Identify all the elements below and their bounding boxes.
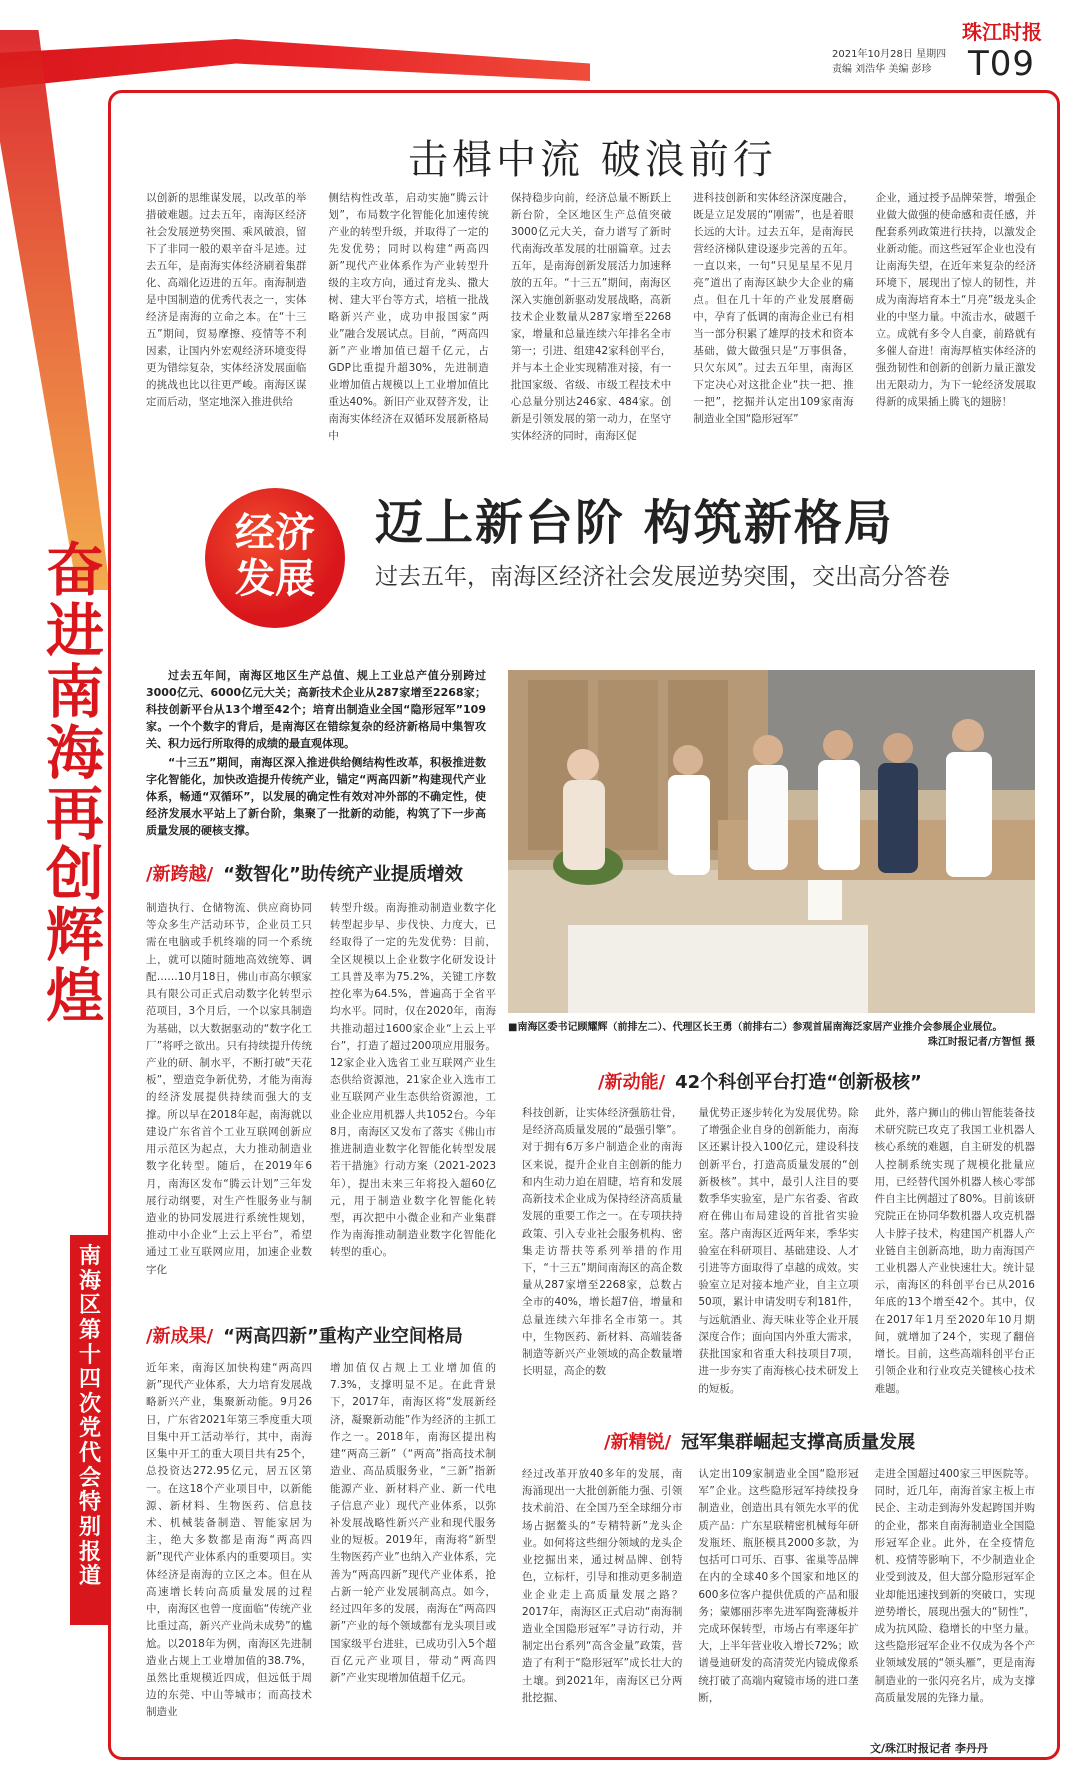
editorial-column: 进科技创新和实体经济深度融合，既是立足发展的“刚需”，也是着眼长远的大计。过去五年，是南海民营经济梯队建设逐步完善的五年。一直以来，一句“只见星星不见月亮”道出了南海区缺少大企业的痛点。但在几十年的产业发展磨砺中，孕育了低调的南海企业已有相当一部分积累了雄厚的技术和资本基础，做大做强只是“万事俱备，只欠东风”。过去五年里，南海区下定决心对这批企业“扶一把、推一把”，挖掘并认定出109家南海制造业全国“隐形冠军”	[693, 192, 854, 425]
section-tag: /新跨越/	[146, 864, 214, 885]
byline: 文/珠江时报记者 李丹丹	[870, 1742, 988, 1755]
label-char: 海	[78, 1268, 101, 1294]
slogan-char: 创	[45, 840, 104, 909]
section-heading	[604, 1428, 915, 1454]
slogan-char: 海	[45, 718, 104, 787]
section-column: 制造执行、仓储物流、供应商协同等众多生产活动环节，企业员工只需在电脑或手机终端的同一个系统上，就可以随时随地高效统筹、调配……10月18日，佛山市高尔顿家具有限公司正式启动数字化转型示范项目，3个月后，一个以家具制造为基础，以大数据驱动的“数字化工厂”将呼之欲出。只有持续提升传统产业的研、制水平，不断打破“天花板”，塑造竞争新优势，才能为南海的经济发展提供持续而强大的支撑。所以早在2018年起，南海就以建设广东省首个工业互联网创新应用示范区为起点，大力推动制造业数字化转型。随后，在2019年6月，南海区发布“腾云计划”三年发展行动纲要，对生产性服务业与制造业的协同发展进行系统性规划，推动中小企业“上云上平台”，希望通过工业互联网应用，加速企业数字化	[146, 902, 312, 1276]
section-body	[146, 1360, 496, 1735]
label-char: 党	[78, 1416, 101, 1442]
issue-date: 2021年10月28日 星期四	[832, 49, 947, 60]
vertical-slogan	[40, 536, 110, 1031]
section-heading	[146, 1322, 463, 1348]
section-body	[522, 1105, 1035, 1415]
section-heading	[598, 1068, 922, 1094]
section-column: 科技创新，让实体经济强筋壮骨，是经济高质量发展的“最强引擎”。对于拥有6万多户制造企业的南海区来说，提升企业自主创新的能力和内生动力迫在眉睫，培育和发展高新技术企业成为保持经济高质量发展的重要工作之一。在专项扶持政策、引入专业社会服务机构、密集走访帮扶等系列举措的作用下，“十三五”期间南海区的高企数量从287家增至2268家，总数占全市的40%，增长超7倍，增量和总量连续六年排名全市第一。其中，生物医药、新材料、高端装备制造等新兴产业领域的高企数量增长明显，高企的数	[522, 1107, 683, 1378]
photo-credit: 珠江时报记者/方智恒 摄	[927, 1037, 1035, 1048]
label-char: 次	[78, 1391, 101, 1417]
label-char: 别	[78, 1514, 101, 1540]
section-heading	[146, 860, 463, 886]
ribbon-decoration-top	[0, 25, 590, 95]
section-body	[146, 900, 496, 1310]
exhibition-photo-illustration	[508, 670, 1035, 1013]
badge-line: 经济	[235, 510, 315, 556]
editors: 责编 刘浩华 美编 彭珍	[832, 63, 932, 75]
slogan-char: 南	[45, 657, 104, 726]
label-char: 会	[78, 1465, 101, 1491]
photo-caption	[508, 1020, 1035, 1050]
lead-paragraph	[146, 667, 486, 841]
section-title: “两高四新”重构产业空间格局	[223, 1326, 463, 1347]
lead-text: “十三五”期间，南海区深入推进供给侧结构性改革，积极推进数字化智能化，加快改造提升传统产业，锚定“两高四新”构建现代产业体系，畅通“双循环”，以发展的确定性有效对冲外部的不确定性，使经济发展水平站上了新台阶，集聚了一批新的动能，构筑了下一步高质量发展的硬核支撑。	[146, 756, 486, 838]
news-photo	[508, 670, 1035, 1013]
caption-text: ■南海区委书记顾耀辉（前排左二）、代理区长王勇（前排右二）参观首届南海泛家居产业推介会参展企业展位。	[508, 1022, 1003, 1033]
slogan-char: 再	[45, 779, 104, 848]
slogan-char: 辉	[45, 901, 104, 970]
editorial-column: 以创新的思维谋发展，以改革的举措破难题。过去五年，南海区经济社会发展逆势突围、乘风破浪，留下了非同一般的艰辛奋斗足迹。过去五年，是南海实体经济刷着集群化、高端化迈进的五年。南海制造是中国制造的优秀代表之一，实体经济是南海的立命之本。在“十三五”期间，贸易摩擦、疫情等不利因素，让国内外宏观经济环境变得更为错综复杂，实体经济发展面临的挑战也比以往更严峻。南海区谋定而后动，坚定地深入推进供给	[146, 192, 307, 408]
section-column: 经过改革开放40多年的发展，南海涌现出一大批创新能力强、引领技术前沿、在全国乃至全球细分市场占据鳌头的“专精特新”龙头企业。如何将这些细分领域的龙头企业挖掘出来，通过树品牌、创特色，立标杆，引导和推动更多制造业企业走上高质量发展之路？2017年，南海区正式启动“南海制造业全国隐形冠军”寻访行动，并制定出台系列“高含金量”政策，营造了有利于“隐形冠军”成长壮大的土壤。到2021年，南海区已分两批挖掘、	[522, 1468, 683, 1704]
section-column: 此外，落户狮山的佛山智能装备技术研究院已攻克了我国工业机器人核心系统的难题，自主研发的机器人控制系统实现了规模化批量应用，已经替代国外机器人核心零部件自主比例超过了80%。目前该研究院正在协同华数机器人攻克机器人卡脖子技术，构建国产机器人产业链自主创新高地，助力南海国产工业机器人产业快速壮大。统计显示，南海区的科创平台已从2016年底的13个增至42个。其中，仅在2017年1月至2020年10月期间，就增加了24个，实现了翻倍增长。目前，这些高端科创平台正引领企业和行业攻克关键核心技术难题。	[874, 1107, 1035, 1395]
section-tag: /新成果/	[146, 1326, 214, 1347]
main-headline: 迈上新台阶 构筑新格局	[375, 495, 894, 551]
label-char: 十	[78, 1342, 101, 1368]
ribbon-decoration-side	[0, 30, 110, 590]
newspaper-masthead: 珠江时报	[962, 20, 1042, 44]
editorial-column: 企业，通过授予品牌荣誉，增强企业做大做强的使命感和责任感，并配套系列政策进行扶持，以激发企业新动能。而这些冠军企业也没有让南海失望，在近年来复杂的经济环境下，展现出了惊人的韧性，并成为南海培育本土“月亮”级龙头企业的中坚力量。中流击水，破题千立。成就有多令人自豪，前路就有多催人奋进！南海厚植实体经济的强劲韧性和创新的创新力量正激发出无限动力，为下一轮经济发展取得新的成果插上腾飞的翅膀！	[875, 192, 1037, 408]
section-column: 认定出109家制造业全国“隐形冠军”企业。这些隐形冠军持续投身制造业，创造出具有领先水平的优质产品：广东星联精密机械每年研发瓶坯、瓶胚模具2000多款，为包括可口可乐、百事、雀巢等品牌在内的全球40多个国家和地区的600多位客户提供优质的产品和服务；蒙娜丽莎率先进军陶瓷薄板并完成环保转型，市场占有率逐年扩大，上半年营业收入增长72%；欧谱曼迪研发的高清荧光内镜成像系统打破了高端内窥镜市场的进口垄断，	[698, 1468, 859, 1704]
section-tag: /新精锐/	[604, 1432, 672, 1453]
editorial-title: 击楫中流 破浪前行	[408, 137, 777, 183]
main-subheadline: 过去五年，南海区经济社会发展逆势突围，交出高分答卷	[375, 564, 950, 590]
label-char: 南	[78, 1244, 101, 1269]
label-char: 区	[78, 1293, 101, 1319]
label-char: 道	[78, 1564, 101, 1590]
slogan-char: 煌	[45, 962, 104, 1031]
label-char: 第	[78, 1317, 101, 1343]
label-char: 报	[78, 1539, 101, 1565]
lead-text: 过去五年间，南海区地区生产总值、规上工业总产值分别跨过3000亿元、6000亿元大关；高新技术企业从287家增至2268家；科技创新平台从13个增至42个；培育出制造业全国“隐形冠军”109家。一个个数字的背后，是南海区在错综复杂的经济新格局中集智攻关、积力远行所取得的成绩的最直观体现。	[146, 669, 486, 751]
special-report-label	[70, 1235, 110, 1625]
label-char: 四	[78, 1367, 101, 1393]
section-title: 冠军集群崛起支撑高质量发展	[681, 1432, 916, 1453]
label-char: 特	[78, 1490, 101, 1516]
section-title: “数智化”助传统产业提质增效	[223, 864, 463, 885]
label-char: 代	[78, 1441, 101, 1466]
badge-line: 发展	[235, 556, 315, 602]
section-tag: /新动能/	[598, 1072, 666, 1093]
slogan-char: 进	[45, 596, 104, 665]
section-badge	[205, 488, 345, 628]
editorial-column: 保持稳步向前，经济总量不断跃上新台阶，全区地区生产总值突破3000亿元大关，奋力谱写了新时代南海改革发展的壮丽篇章。过去五年，是南海创新发展活力加速释放的五年。“十三五”期间，南海区深入实施创新驱动发展战略，高新技术企业数量从287家增至2268家，增量和总量连续六年排名全市第一；引进、组建42家科创平台，并与本土企业实现精准对接，有一批国家级、省级、市级工程技术中心总量分别达246家、484家。创新是引领发展的第一动力，在坚守实体经济的同时，南海区促	[510, 192, 672, 442]
section-body	[522, 1466, 1035, 1734]
dateline	[832, 48, 946, 77]
section-column: 增加值仅占规上工业增加值的7.3%，支撑明显不足。在此背景下，2017年，南海区将“发展新经济，凝聚新动能”作为经济的主抓工作之一。2018年，南海区提出构建“两高三新”（“两高”指高技术制造业、高品质服务业，“三新”指新能源产业、新材料产业、新一代电子信息产业）现代产业体系，以弥补发展战略性新兴产业和现代服务业的短板。2019年，南海将“新型生物医药产业”也纳入产业体系，完善为“两高四新”现代产业体系，抢占新一轮产业发展制高点。如今，经过四年多的发展，南海在“两高四新”产业的每个领域都有龙头项目或国家级平台进驻，已成功引入5个超百亿元产业项目，带动“两高四新”产业实现增加值超千亿元。	[330, 1362, 496, 1684]
editorial-column: 侧结构性改革，启动实施“腾云计划”，布局数字化智能化加速传统产业的转型升级，并取得了一定的先发优势；同时以构建“两高四新”现代产业体系作为产业转型升级的主攻方向，通过育龙头、撒大树、建大平台等方式，培植一批战略新兴产业，成功申报国家“两业”融合发展试点。目前，“两高四新”产业增加值已超千亿元，占GDP比重提升超30%，先进制造业增加值占规模以上工业增加值比重达40%。新旧产业双替齐发，让南海实体经济在双循环发展新格局中	[328, 192, 489, 442]
editorial-body	[146, 190, 1036, 445]
section-title: 42个科创平台打造“创新极核”	[675, 1072, 922, 1093]
section-column: 量优势正逐步转化为发展优势。除了增强企业自身的创新能力，南海区还累计投入100亿元，建设科技创新平台，打造高质量发展的“创新极核”。其中，最引人注目的要数季华实验室，是广东省委、省政府在佛山布局建设的首批省实验室。落户南海区近两年来，季华实验室在科研项目、基础建设、人才引进等方面取得了卓越的成效。实验室立足对接本地产业，自主立项50项，累计申请发明专利181件，与远航酒业、海天味业等企业开展深度合作；面向国内外重大需求，获批国家和省重大科技项目7项，进一步夯实了南海核心技术研发上的短板。	[698, 1107, 859, 1395]
slogan-char: 奋	[45, 536, 104, 604]
section-column: 转型升级。南海推动制造业数字化转型起步早、步伐快、力度大，已经取得了一定的先发优势：目前，全区规模以上企业数字化研发设计工具普及率为75.2%，关键工序数控化率为64.5%，普遍高于全省平均水平。同时，仅在2020年，南海共推动超过1600家企业“上云上平台”，打造了超过200项应用服务。12家企业入选省工业互联网产业生态供给资源池，21家企业入选市工业互联网产业生态供给资源池，工业企业应用机器人共1052台。今年8月，南海区又发布了落实《佛山市推进制造业数字化智能化转型发展若干措施》行动方案（2021-2023年），提出未来三年将投入超60亿元，用于制造业数字化智能化转型，再次把中小微企业和产业集群作为南海推动制造业数字化智能化转型的重心。	[330, 902, 496, 1259]
page-number: T09	[968, 44, 1036, 84]
section-column: 近年来，南海区加快构建“两高四新”现代产业体系，大力培育发展战略新兴产业，集聚新动能。9月26日，广东省2021年第三季度重大项目集中开工活动举行，其中，南海区集中开工的重大项目共有25个，总投资达272.95亿元，居五区第一。在这18个产业项目中，以新能源、新材料、生物医药、信息技术、机械装备制造、智能家居为主，绝大多数都是南海“两高四新”现代产业体系内的重要项目。实体经济是南海的立区之本。但在从高速增长转向高质量发展的过程中，南海区也曾一度面临“传统产业比重过高，新兴产业尚未成势”的尴尬。以2018年为例，南海区先进制造业占规上工业增加值的38.7%，虽然比重规模近四成，但远低于周边的东莞、中山等城市；而高技术制造业	[146, 1362, 312, 1719]
section-column: 走进全国超过400家三甲医院等。同时，近几年，南海首家主板上市民企、主动走到海外发起跨国并购的企业，都来自南海制造业全国隐形冠军企业。此外，在全疫情危机、疫情等影响下，不少制造业企业受到波及，但大部分隐形冠军企业却能迅速找到新的突破口，实现逆势增长，展现出强大的“韧性”，成为抗风险、稳增长的中坚力量。这些隐形冠军企业不仅成为各个产业领域发展的“领头雁”，更是南海制造业的一张闪亮名片，成为支撑高质量发展的先锋力量。	[874, 1468, 1035, 1704]
